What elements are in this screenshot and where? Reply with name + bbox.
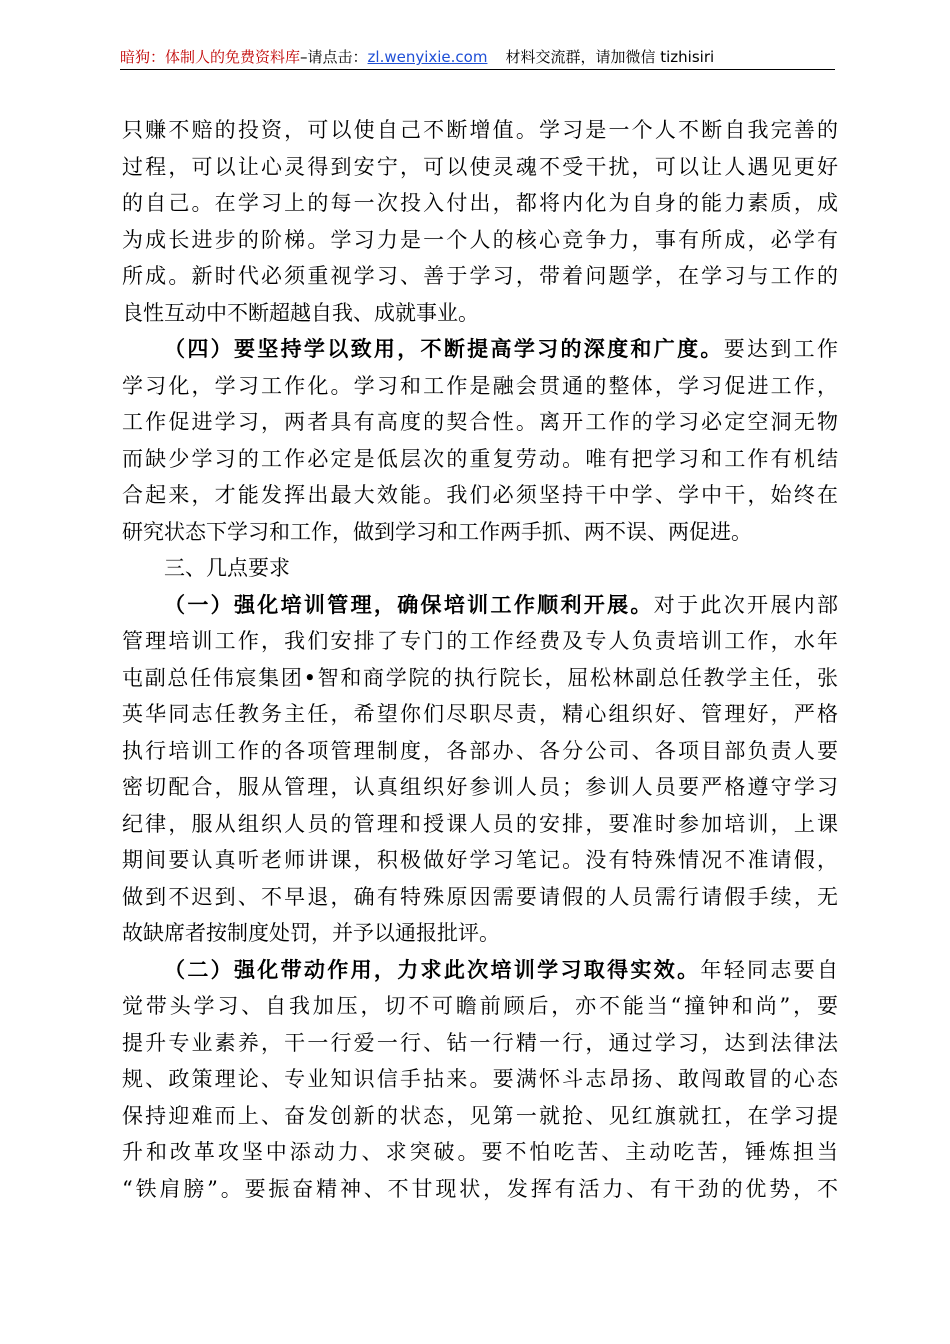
text-line: 良性互动中不断超越自我、成就事业。 [122, 300, 479, 325]
text-line: 保持迎难而上、奋发创新的状态，见第一就抢、见红旗就扛，在学习提 [122, 1103, 838, 1128]
text-line: 学习化，学习工作化。学习和工作是融会贯通的整体，学习促进工作， [122, 373, 838, 398]
section-heading [122, 550, 838, 587]
section-title: 三、几点要求 [164, 556, 290, 580]
text-line [122, 952, 838, 989]
text-line: 英华同志任教务主任，希望你们尽职尽责，精心组织好、管理好，严格 [122, 702, 838, 726]
text-line: 做到不迟到、不早退，确有特殊原因需要请假的人员需行请假手续，无 [122, 884, 838, 909]
paragraph-training-management [122, 587, 838, 952]
paragraph-heading: （一）强化培训管理，确保培训工作顺利开展。 [164, 591, 654, 617]
paragraph-heading: （四）要坚持学以致用，不断提高学习的深度和广度。 [164, 336, 724, 361]
text-line: 只赚不赔的投资，可以使自己不断增值。学习是一个人不断自我完善的 [122, 118, 838, 142]
text-line: 期间要认真听老师讲课，积极做好学习笔记。没有特殊情况不准请假， [122, 848, 838, 872]
text-line: 工作促进学习，两者具有高度的契合性。离开工作的学习必定空洞无物 [122, 410, 838, 434]
text-line: 故缺席者按制度处罚，并予以通报批评。 [122, 921, 500, 945]
text-line: 密切配合，服从管理，认真组织好参训人员；参训人员要严格遵守学习 [122, 775, 838, 799]
text-line: 研究状态下学习和工作，做到学习和工作两手抓、两不误、两促进。 [122, 519, 752, 544]
text-line: 升和改革攻坚中添动力、求突破。要不怕吃苦、主动吃苦，锤炼担当 [122, 1140, 838, 1164]
header-link[interactable]: zl.wenyixie.com [367, 48, 488, 66]
paragraph-learning-value [122, 112, 838, 331]
paragraph-heading: （二）强化带动作用，力求此次培训学习取得实效。 [164, 956, 701, 982]
text-line: “铁肩膀”。要振奋精神、不甘现状，发挥有活力、有干劲的优势，不 [122, 1176, 838, 1201]
document-body [122, 112, 838, 1207]
header-prompt: –请点击： [300, 48, 368, 66]
text-line [122, 587, 838, 624]
text-line: 规、政策理论、专业知识信手拈来。要满怀斗志昂扬、敢闯敢冒的心态 [122, 1067, 838, 1091]
text-line: 提升专业素养，干一行爱一行、钻一行精一行，通过学习，达到法律法 [122, 1030, 838, 1055]
text-line: 屯副总任伟宸集团•智和商学院的执行院长，屈松林副总任教学主任，张 [122, 665, 838, 690]
text-line [122, 331, 838, 368]
text-line: 管理培训工作，我们安排了专门的工作经费及专人负责培训工作，水年 [122, 629, 838, 653]
text-line: 而缺少学习的工作必定是低层次的重复劳动。唯有把学习和工作有机结 [122, 446, 838, 471]
text-fragment: 要达到工作 [723, 337, 839, 361]
paragraph-apply-learning [122, 331, 838, 550]
text-line: 的自己。在学习上的每一次投入付出，都将内化为自身的能力素质，成 [122, 191, 838, 215]
text-line: 纪律，服从组织人员的管理和授课人员的安排，要准时参加培训，上课 [122, 811, 838, 836]
text-line: 执行培训工作的各项管理制度，各部办、各分公司、各项目部负责人要 [122, 738, 838, 763]
paragraph-leading-role [122, 952, 838, 1208]
text-line: 所成。新时代必须重视学习、善于学习，带着问题学，在学习与工作的 [122, 264, 838, 288]
header-brand: 暗狗：体制人的免费资料库 [120, 48, 301, 66]
page-header [120, 46, 835, 70]
header-contact: 材料交流群，请加微信 tizhisiri [505, 48, 715, 66]
text-fragment: 年轻同志要自 [700, 957, 839, 982]
text-line: 为成长进步的阶梯。学习力是一个人的核心竞争力，事有所成，必学有 [122, 227, 838, 252]
text-line: 合起来，才能发挥出最大效能。我们必须坚持干中学、学中干，始终在 [122, 483, 838, 507]
text-fragment: 对于此次开展内部 [653, 592, 838, 617]
text-line: 过程，可以让心灵得到安宁，可以使灵魂不受干扰，可以让人遇见更好 [122, 154, 838, 179]
text-line: 觉带头学习、自我加压，切不可瞻前顾后，亦不能当“撞钟和尚”，要 [122, 994, 838, 1018]
